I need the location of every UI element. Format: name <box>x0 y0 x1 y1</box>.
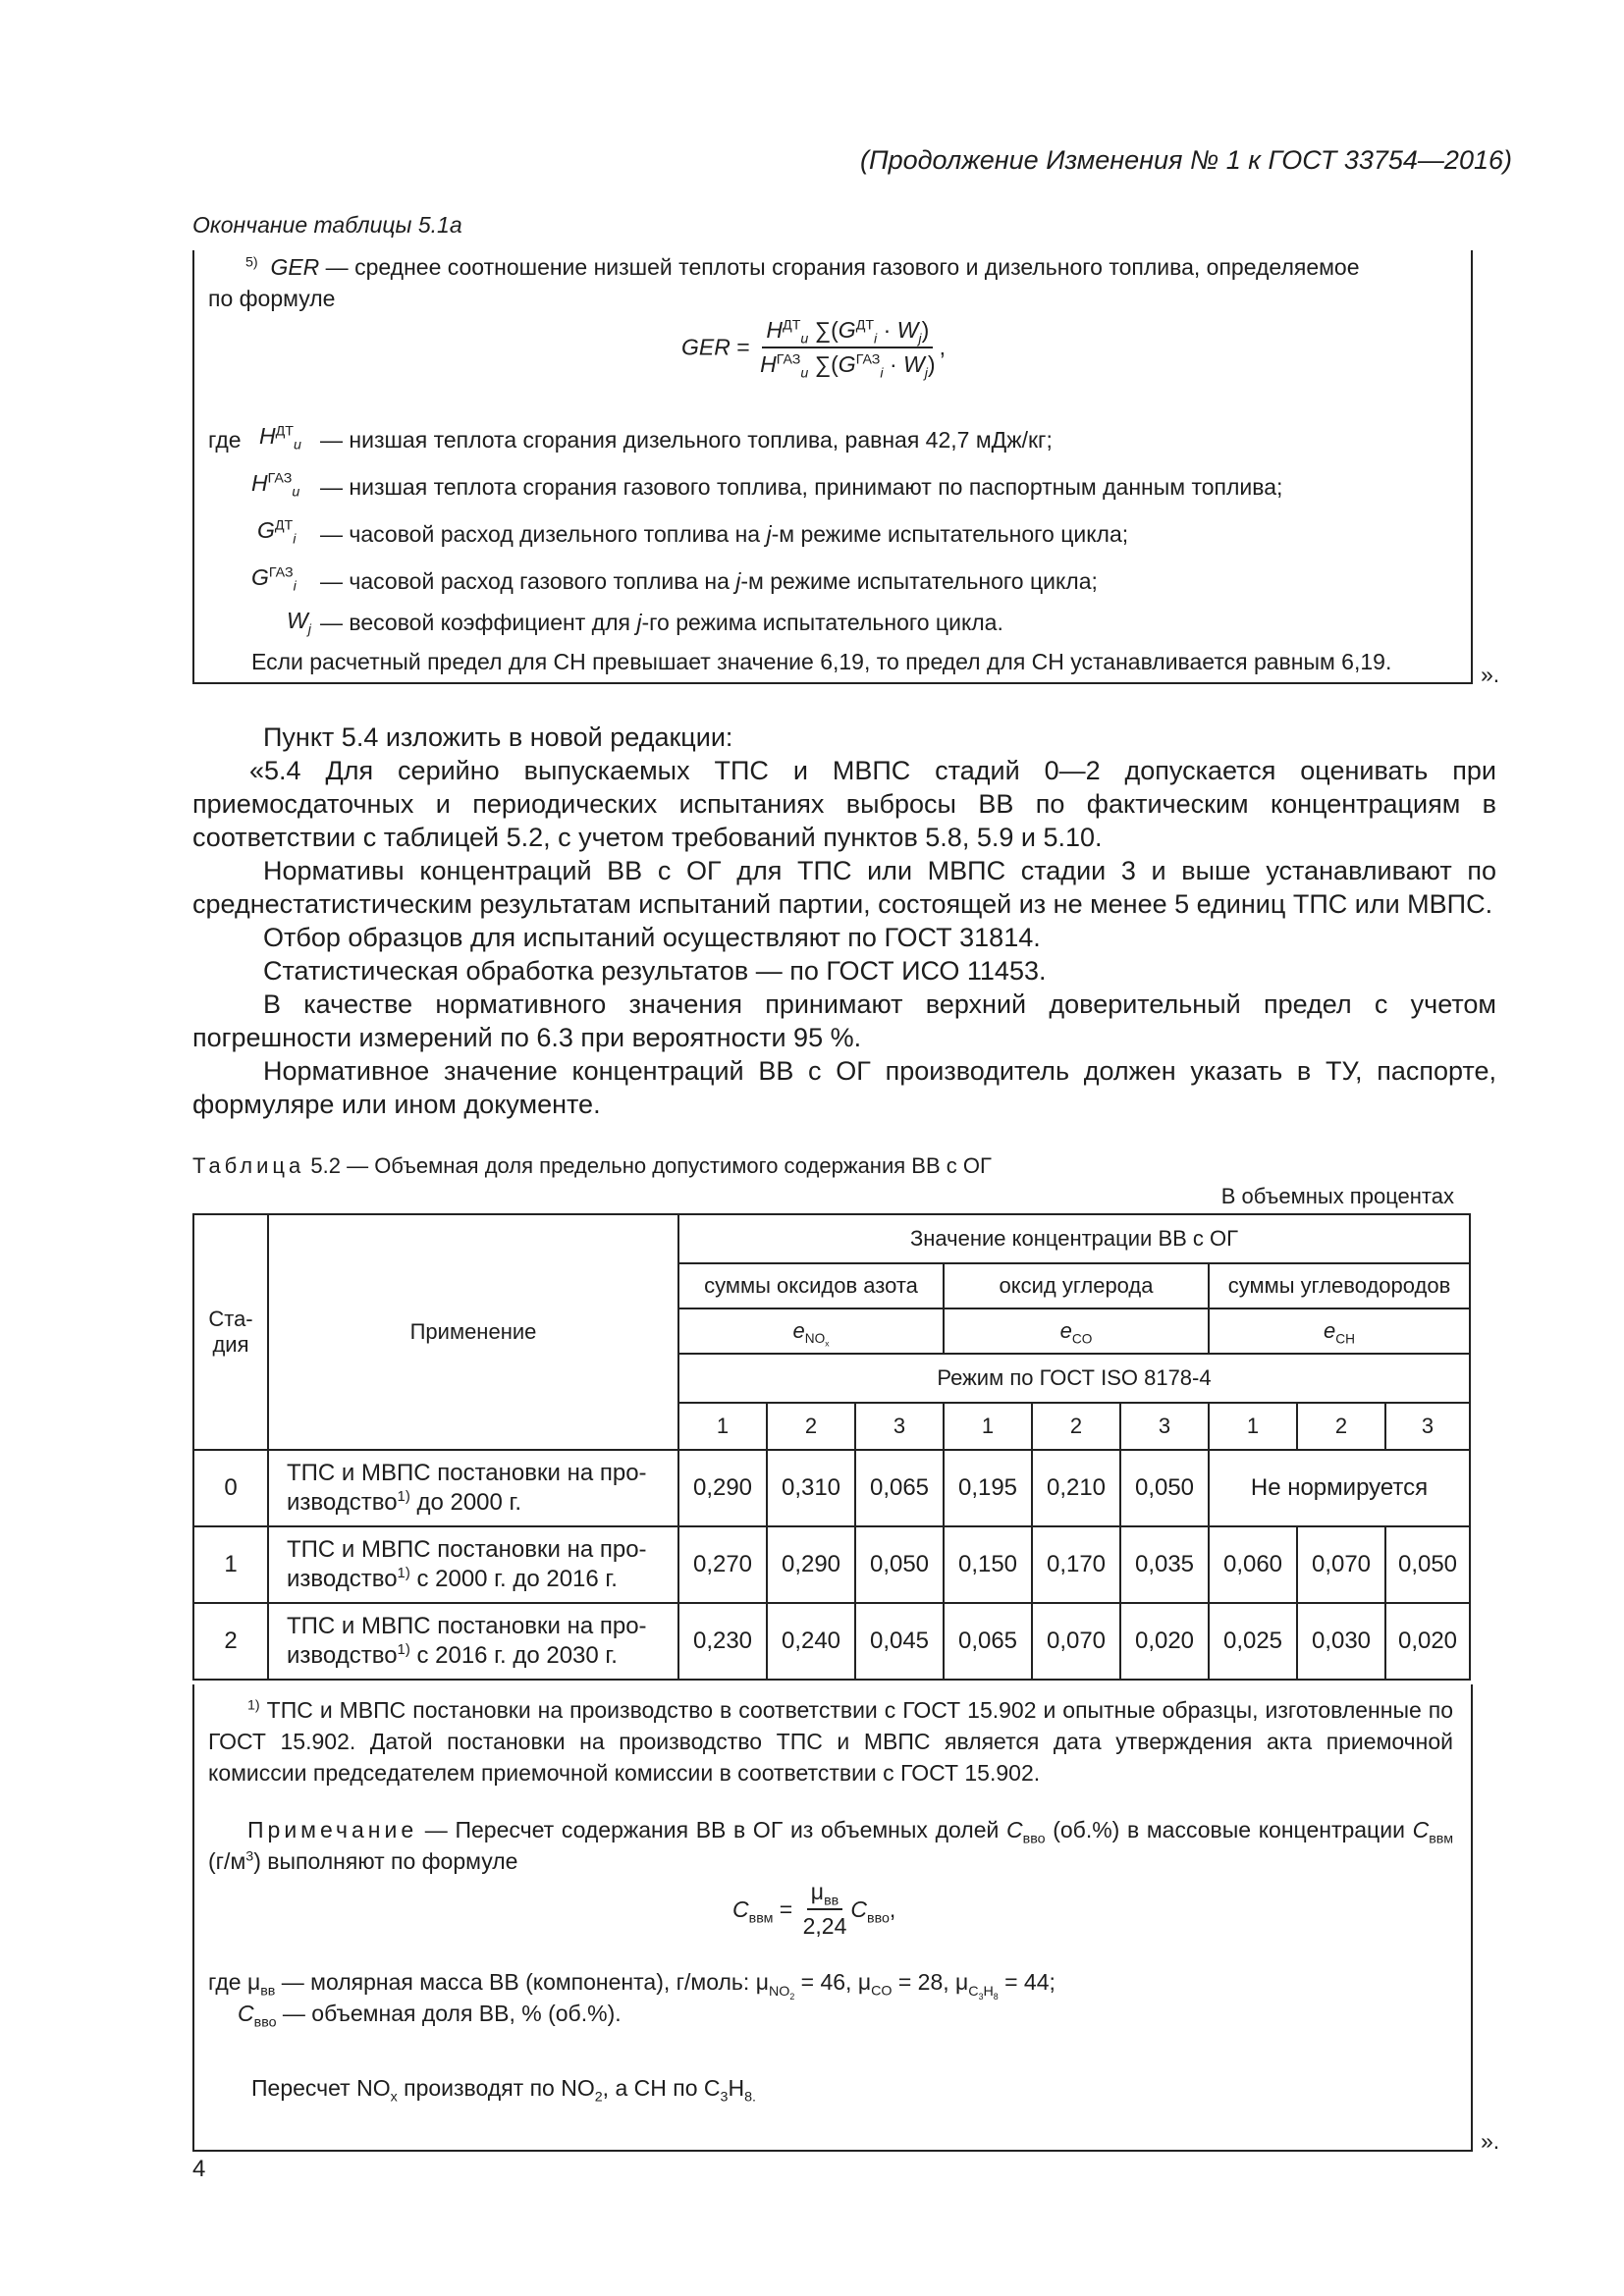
value-cell: 0,065 <box>855 1450 944 1526</box>
mode-cell: 1 <box>678 1403 767 1450</box>
stage-cell: 0 <box>193 1450 268 1526</box>
value-cell: 0,030 <box>1297 1603 1385 1680</box>
value-cell: 0,020 <box>1120 1603 1209 1680</box>
recalc-line: Пересчет $NO_x$ производят по $NO_2$, а СН по $C_3H_{8.}$ <box>251 2075 756 2106</box>
mode-cell: 1 <box>1209 1403 1297 1450</box>
value-cell: 0,065 <box>944 1603 1032 1680</box>
mode-cell: 2 <box>767 1403 855 1450</box>
mode-cell: 3 <box>1385 1403 1470 1450</box>
definition-5: — весовой коэффициент для j-го режима испытательного цикла. <box>320 610 1003 635</box>
header-value-group: Значение концентрации ВВ с ОГ <box>678 1214 1470 1263</box>
where-label: где <box>208 427 242 453</box>
mode-cell: 2 <box>1032 1403 1120 1450</box>
value-cell: 0,070 <box>1297 1526 1385 1603</box>
symbol-e-nox: $e_{NO_x}$ <box>678 1308 944 1354</box>
header-nox-group: суммы оксидов азота <box>678 1263 944 1308</box>
paragraph-sampling: Отбор образцов для испытаний осуществляют по ГОСТ 31814. <box>263 923 1041 952</box>
header-mode: Режим по ГОСТ ISO 8178-4 <box>678 1354 1470 1403</box>
paragraph-upper-limit: В качестве нормативного значения принимают верхний доверительный предел с учетом погрешности измерений по 6.3 при вероятности 95 %. <box>192 989 1496 1052</box>
stage-cell: 1 <box>193 1526 268 1603</box>
note-text: Примечание — Пересчет содержания ВВ в ОГ из объемных долей $C_{вво}$ (об.%) в массовые концентрации $C_{ввм}$ $(г/м^3)$ выполняют по формуле <box>208 1817 1453 1874</box>
paragraph-normative-value: Нормативное значение концентраций ВВ с ОГ производитель должен указать в ТУ, паспорте, формуляре или ином документе. <box>192 1056 1496 1119</box>
application-cell: ТПС и МВПС постановки на про- изводство$^{1)}$ с 2000 г. до 2016 г. <box>268 1526 678 1603</box>
mode-cell: 2 <box>1297 1403 1385 1450</box>
application-cell: ТПС и МВПС постановки на про- изводство$^{1)}$ с 2016 г. до 2030 г. <box>268 1603 678 1680</box>
value-cell: 0,020 <box>1385 1603 1470 1680</box>
stage-cell: 2 <box>193 1603 268 1680</box>
value-cell: 0,050 <box>1385 1526 1470 1603</box>
value-cell: 0,170 <box>1032 1526 1120 1603</box>
header-stage: Ста-дия <box>193 1214 268 1450</box>
table-continuation-caption: Окончание таблицы 5.1а <box>192 212 462 238</box>
value-cell: 0,290 <box>678 1450 767 1526</box>
value-cell: 0,310 <box>767 1450 855 1526</box>
table-5-1a-ending-box <box>192 250 1473 684</box>
paragraph-statistics: Статистическая обработка результатов — по ГОСТ ИСО 11453. <box>263 956 1047 986</box>
paragraph-5-4: «5.4 Для серийно выпускаемых ТПС и МВПС стадий 0—2 допускается оценивать при приемосдаточных и периодических испытаниях выбросы ВВ по фактическим концентрациям в соответствии с таблицей 5.2, с учетом требований пунктов 5.8, 5.9 и 5.10. <box>192 756 1496 852</box>
value-cell: 0,290 <box>767 1526 855 1603</box>
mode-cell: 1 <box>944 1403 1032 1450</box>
value-cell: 0,035 <box>1120 1526 1209 1603</box>
definition-3: — часовой расход дизельного топлива на j-м режиме испытательного цикла; <box>320 521 1129 547</box>
table-5-2-caption: Таблица 5.2 — Объемная доля предельно допустимого содержания ВВ с ОГ <box>192 1153 992 1178</box>
symbol-hu-dt: $H^{ДТ}_u$ <box>259 423 301 454</box>
closing-quote-2: ». <box>1481 2128 1500 2154</box>
value-cell: 0,150 <box>944 1526 1032 1603</box>
header-application: Применение <box>268 1214 678 1450</box>
definition-2: — низшая теплота сгорания газового топлива, принимают по паспортным данным топлива; <box>320 474 1283 500</box>
mode-cell: 3 <box>1120 1403 1209 1450</box>
value-cell: 0,050 <box>1120 1450 1209 1526</box>
document-header: (Продолжение Изменения № 1 к ГОСТ 33754—2016) <box>860 145 1512 175</box>
footnote-5-line2: по формуле <box>208 286 336 311</box>
ch-limit-note: Если расчетный предел для СН превышает значение 6,19, то предел для СН устанавливается равным 6,19. <box>251 649 1392 674</box>
table-row-stage-2 <box>193 1603 1470 1680</box>
value-cell: 0,060 <box>1209 1526 1297 1603</box>
value-cell: 0,045 <box>855 1603 944 1680</box>
value-cell: 0,050 <box>855 1526 944 1603</box>
symbol-e-ch: $e_{CH}$ <box>1209 1308 1470 1354</box>
table-5-2-units: В объемных процентах <box>1220 1184 1454 1208</box>
value-cell: 0,230 <box>678 1603 767 1680</box>
value-cell: 0,070 <box>1032 1603 1120 1680</box>
not-regulated-cell: Не нормируется <box>1209 1450 1470 1526</box>
page-number: 4 <box>192 2156 206 2182</box>
value-cell: 0,195 <box>944 1450 1032 1526</box>
symbol-gi-dt: $G^{ДТ}_i$ <box>257 517 297 548</box>
footnote-5-line1: $^{5)}$ GER — среднее соотношение низшей теплоты сгорания газового и дизельного топлива, определяемое <box>245 254 1360 280</box>
symbol-wj: $W_j$ <box>287 608 311 638</box>
symbol-e-co: $e_{CO}$ <box>944 1308 1209 1354</box>
table-row-stage-1 <box>193 1526 1470 1603</box>
molar-mass-line: где $\mu_{вв}$ — молярная масса ВВ (компонента), г/моль: $\mu_{NO_2} = 46$, $\mu_{CO} = 28$, $\mu_{C_3H_8} = 44$; <box>208 1969 1056 2002</box>
table-row-stage-0 <box>193 1450 1470 1526</box>
paragraph-intro: Пункт 5.4 изложить в новой редакции: <box>263 722 733 752</box>
mode-cell: 3 <box>855 1403 944 1450</box>
conversion-formula: $C_{ввм}$ = $\frac{\mu_{вв}}{2,24}$ $C_{вво}$, <box>732 1879 896 1939</box>
definition-1: — низшая теплота сгорания дизельного топлива, равная 42,7 мДж/кг; <box>320 427 1053 453</box>
ger-formula: GER = $\frac{H^{ДТ}_u \sum(G^{ДТ}_i \cdot W_j)}{H^{ГАЗ}_u \sum(G^{ГАЗ}_i \cdot W_j)}$ , <box>681 317 946 382</box>
value-cell: 0,270 <box>678 1526 767 1603</box>
value-cell: 0,025 <box>1209 1603 1297 1680</box>
symbol-hu-gaz: $H^{ГАЗ}_u$ <box>251 470 300 501</box>
closing-quote-1: ». <box>1481 662 1500 687</box>
paragraph-norms: Нормативы концентраций ВВ с ОГ для ТПС или МВПС стадии 3 и выше устанавливают по среднестатистическим результатам испытаний партии, состоящей из не менее 5 единиц ТПС или МВПС. <box>192 856 1496 919</box>
header-co-group: оксид углерода <box>944 1263 1209 1308</box>
application-cell: ТПС и МВПС постановки на про- изводство$^{1)}$ до 2000 г. <box>268 1450 678 1526</box>
table-5-2 <box>192 1213 1471 1681</box>
footnote-1: $^{1)}$ ТПС и МВПС постановки на производство в соответствии с ГОСТ 15.902 и опытные образцы, изготовленные по ГОСТ 15.902. Датой постановки на производство ТПС и МВПС является дата утверждения акта приемочной комиссии председателем приемочной комиссии в соответствии с ГОСТ 15.902. <box>208 1697 1454 1786</box>
definition-4: — часовой расход газового топлива на j-м режиме испытательного цикла; <box>320 568 1098 594</box>
volume-fraction-line: $C_{вво}$ — объемная доля ВВ, % (об.%). <box>238 2001 622 2031</box>
value-cell: 0,240 <box>767 1603 855 1680</box>
value-cell: 0,210 <box>1032 1450 1120 1526</box>
header-ch-group: суммы углеводородов <box>1209 1263 1470 1308</box>
symbol-gi-gaz: $G^{ГАЗ}_i$ <box>251 564 297 595</box>
table-5-2-notes-box <box>192 1684 1473 2152</box>
